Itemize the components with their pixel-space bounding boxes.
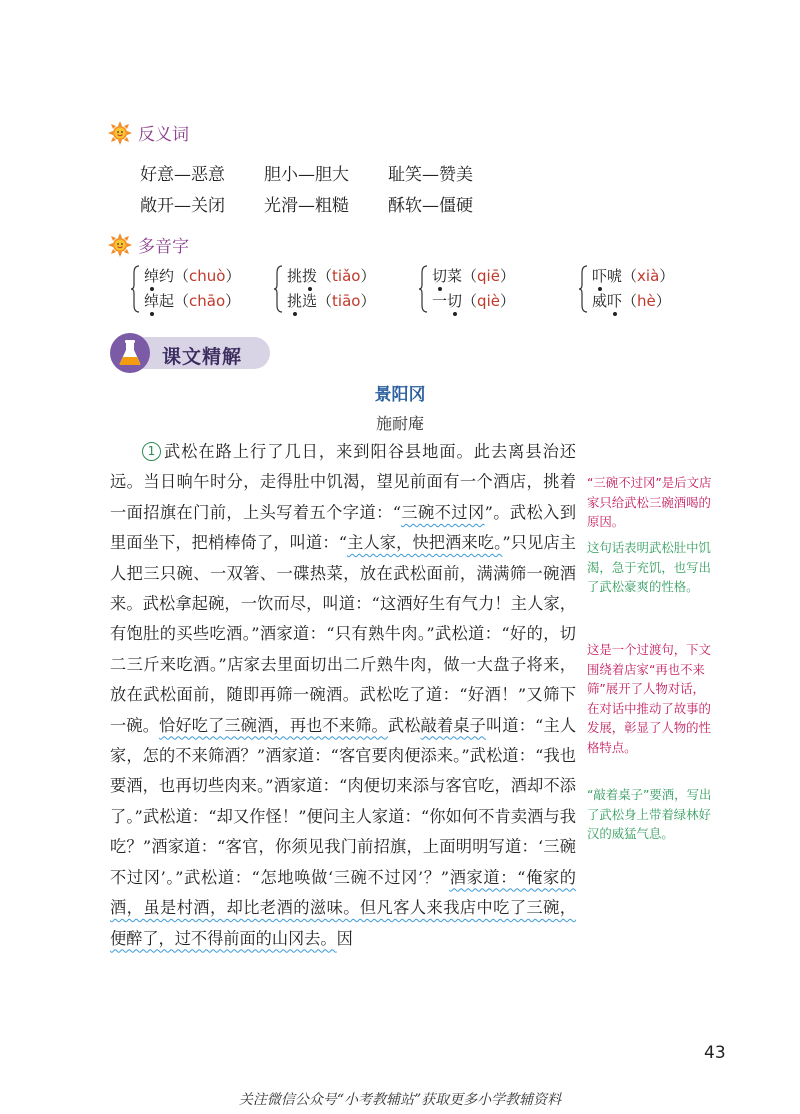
passage-segment: 因: [336, 928, 353, 948]
polyphone-word-a: 切菜（qiē）: [432, 267, 515, 285]
passage-segment: ”只见店主人把三只碗、一双箸、一碟热菜，放在武松面前，满满筛一碗酒来。武松拿起碗，一饮而尽，叫道：“这酒好生有气力！主人家，有饱肚的买些吃酒。”酒家道：“只有熟牛肉。”武松道：“好的，切二三斤来吃酒。”店家去里面切出二斤熟牛肉，做一大盘子将来，放在武松面前，随即再筛一碗酒。武松吃了道：“好酒！”又筛下一碗。: [110, 533, 576, 735]
passage-segment: 武松在路上行了几日，来到阳谷县地面。此去离县治还远。当日晌午时分，走得肚中饥渴，望见前面有一个酒店，挑着一面招旗在门前，上头写着五个字道：“: [110, 442, 576, 522]
polyphones-title: 多音字: [138, 237, 189, 257]
sun-icon: [108, 233, 132, 257]
antonym-pair: 胆小—胆大: [264, 165, 349, 185]
polyphone-word-b: 挑选（tiāo）: [287, 292, 376, 310]
passage-segment: ”。武松入到里面坐下，把梢棒倚了，叫道：“: [110, 502, 577, 553]
footer-text: 关注微信公众号“小考教辅站”获取更多小学教辅资料: [238, 1092, 562, 1108]
wavy-underlined-phrase: 恰好吃了三碗酒，再也不来筛。: [159, 715, 388, 735]
passage-segment: 叫道：“主人家，怎的不来筛酒？”酒家道：“客官要肉便添来。”武松道：“我也要酒，也再切些肉来。”酒家道：“肉便切来添与客官吃，酒却不添了。”武松道：“却又作怪！”便问主人家道：“你如何不肯卖酒与我吃？”酒家道：“客官，你须见我门前招旗，上面明明写道：‘三碗不过冈’。”武松道：“怎地唤做‘三碗不过冈’？”: [110, 715, 577, 887]
antonyms-header: [108, 120, 189, 145]
antonym-pair: 光滑—粗糙: [264, 196, 349, 216]
antonym-pair: 敞开—关闭: [140, 196, 225, 216]
polyphones-header: [108, 232, 189, 257]
section-banner: [110, 333, 270, 373]
polyphone-group: [578, 263, 728, 319]
brace-icon: [273, 265, 283, 313]
banner-title: 课文精解: [162, 346, 243, 368]
text-author: 施耐庵: [375, 414, 424, 433]
polyphone-group: [273, 263, 423, 319]
margin-note: 这是一个过渡句，下文围绕着店家“再也不来筛”展开了人物对话，在对话中推动了故事的发展，彰显了人物的性格特点。: [587, 642, 711, 755]
polyphone-word-a: 挑拨（tiǎo）: [287, 267, 376, 285]
paragraph-number: 1: [142, 442, 161, 461]
antonym-pair: 好意—恶意: [140, 165, 225, 185]
antonyms-title: 反义词: [138, 125, 189, 145]
polyphone-group: [418, 263, 568, 319]
passage-body: [110, 437, 576, 954]
text-title: 景阳冈: [374, 385, 426, 405]
antonym-pair: 酥软—僵硬: [388, 196, 473, 216]
flask-icon: [110, 333, 150, 373]
margin-note: 这句话表明武松肚中饥渴，急于充饥，也写出了武松豪爽的性格。: [587, 540, 711, 595]
sun-icon: [108, 121, 132, 145]
brace-icon: [578, 265, 588, 313]
polyphone-word-b: 一切（qiè）: [432, 292, 515, 310]
margin-note: “三碗不过冈”是后文店家只给武松三碗酒喝的原因。: [587, 475, 712, 530]
margin-note: “敲着桌子”要酒，写出了武松身上带着绿林好汉的威猛气息。: [587, 787, 712, 842]
page-number: 43: [704, 1043, 726, 1063]
antonym-pair: 耻笑—赞美: [388, 165, 473, 185]
brace-icon: [418, 265, 428, 313]
polyphone-word-a: 吓唬（xià）: [592, 267, 675, 285]
polyphone-word-b: 绰起（chāo）: [144, 292, 241, 310]
polyphone-word-a: 绰约（chuò）: [144, 267, 241, 285]
wavy-underlined-phrase: 主人家，快把酒来吃。: [346, 533, 503, 553]
polyphone-group: [130, 263, 280, 319]
wavy-underlined-phrase: 敲着桌子: [420, 715, 486, 735]
brace-icon: [130, 265, 140, 313]
passage-segment: 武松: [387, 715, 421, 735]
polyphone-word-b: 威吓（hè）: [592, 292, 671, 310]
wavy-underlined-phrase: 酒家道：“俺家的酒，虽是村酒，却比老酒的滋味。但凡客人来我店中吃了三碗，便醉了，过不得前面的山冈去。: [110, 867, 576, 948]
wavy-underlined-phrase: 三碗不过冈: [400, 502, 485, 522]
